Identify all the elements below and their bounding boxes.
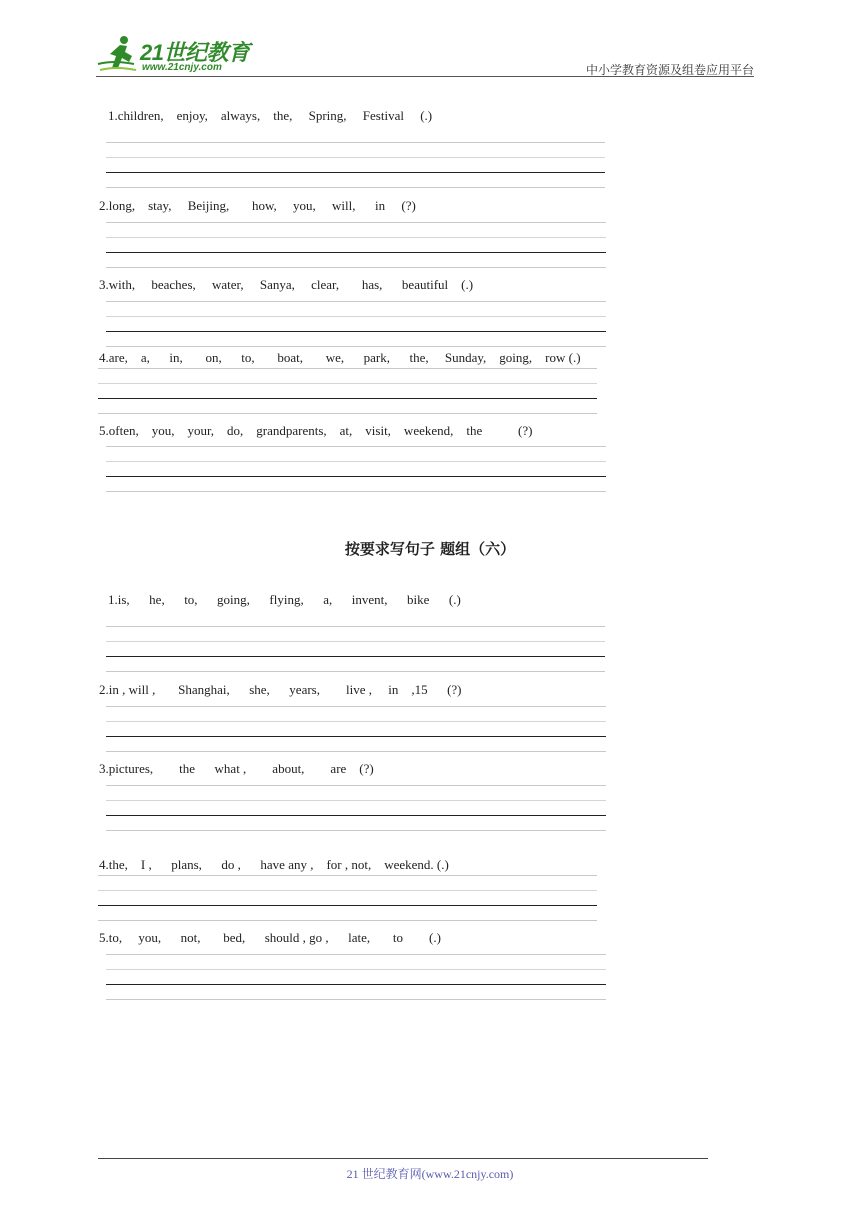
answer-lines-2-1[interactable] <box>106 626 605 672</box>
answer-lines-2-5[interactable] <box>106 954 606 1000</box>
footer-divider <box>98 1158 708 1159</box>
footer-text: 21 世纪教育网(www.21cnjy.com) <box>346 1167 514 1181</box>
answer-lines-1-5[interactable] <box>106 446 606 492</box>
question-1-1: 1.children, enjoy, always, the, Spring, Festival (.) <box>108 108 433 123</box>
question-2-3: 3.pictures, the what , about, are (?) <box>99 761 374 776</box>
logo-url: www.21cnjy.com <box>142 62 222 73</box>
answer-lines-1-4[interactable] <box>98 368 597 414</box>
answer-lines-1-1[interactable] <box>106 142 605 188</box>
question-1-4: 4.are, a, in, on, to, boat, we, park, the, Sunday, going, row (.) <box>99 350 581 365</box>
question-2-1: 1.is, he, to, going, flying, a, invent, bike (.) <box>108 592 461 607</box>
question-1-2: 2.long, stay, Beijing, how, you, will, in (?) <box>99 198 416 213</box>
answer-lines-2-4[interactable] <box>98 875 597 921</box>
header-divider <box>96 76 754 77</box>
runner-logo-icon <box>96 34 142 76</box>
logo-text: 21世纪教育 <box>140 40 250 65</box>
question-2-5: 5.to, you, not, bed, should , go , late, to (.) <box>99 930 441 945</box>
logo <box>96 34 266 78</box>
question-2-4: 4.the, I , plans, do , have any , for , not, weekend. (.) <box>99 857 449 872</box>
answer-lines-2-3[interactable] <box>106 785 606 831</box>
question-1-5: 5.often, you, your, do, grandparents, at, visit, weekend, the (?) <box>99 423 533 438</box>
answer-lines-1-3[interactable] <box>106 301 606 347</box>
answer-lines-2-2[interactable] <box>106 706 606 752</box>
question-1-3: 3.with, beaches, water, Sanya, clear, has, beautiful (.) <box>99 277 474 292</box>
answer-lines-1-2[interactable] <box>106 222 606 268</box>
section-title: 按要求写句子 题组（六） <box>344 540 516 558</box>
header-platform-text: 中小学教育资源及组卷应用平台 <box>585 63 754 77</box>
question-2-2: 2.in , will , Shanghai, she, years, live , in ,15 (?) <box>99 682 462 697</box>
